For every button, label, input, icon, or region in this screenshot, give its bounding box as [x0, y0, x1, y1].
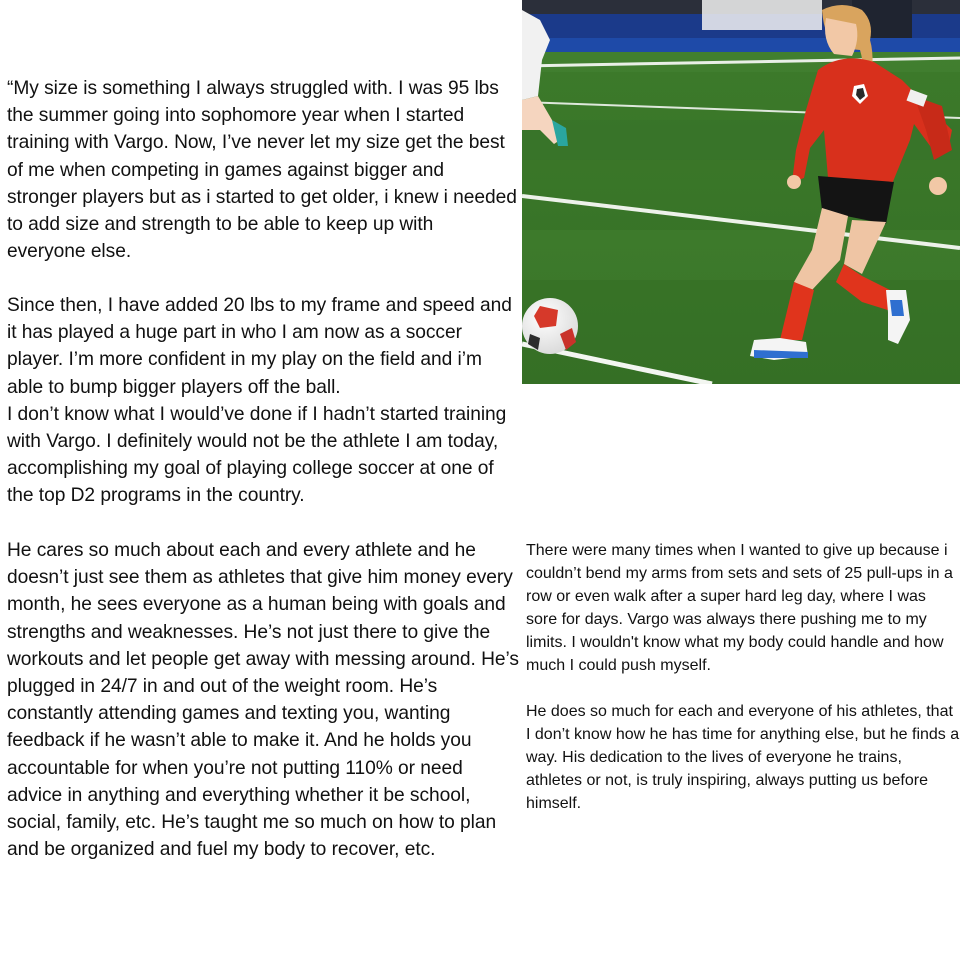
- testimonial-paragraph-4: There were many times when I wanted to give up because i couldn’t bend my arms from sets and sets of 25 pull-ups in a row or even walk after a super hard leg day, where I was sore for days. Vargo was always there pushing me to my limits. I wouldn't know what my body could handle and how much I could push myself.: [526, 542, 953, 674]
- testimonial-paragraph-3: He cares so much about each and every athlete and he doesn’t just see them as athletes that give him money every month, he sees everyone as a human being with goals and strengths and weaknesses. He’s not just there to give the workouts and let people get away with messing around. He’s plugged in 24/7 in and out of the weight room. He’s constantly attending games and texting you, wanting feedback if he wasn’t able to make it. And he holds you accountable for when you’re not putting 110% or need advice in anything and everything whether it be school, social, family, etc. He’s taught me so much on how to plan and be organized and fuel my body to recover, etc.: [7, 540, 519, 861]
- testimonial-paragraph-5: He does so much for each and everyone of his athletes, that I don’t know how he has time for anything else, but he finds a way. His dedication to the lives of everyone he trains, athletes or not, is truly inspiring, always putting us before himself.: [526, 703, 960, 812]
- soccer-player-photo: [522, 0, 960, 384]
- testimonial-paragraph-2a: Since then, I have added 20 lbs to my frame and speed and it has played a huge part in who I am now as a soccer player. I’m more confident in my play on the field and i’m able to bump bigger players off the ball.: [7, 295, 512, 398]
- testimonial-paragraph-2: [7, 292, 517, 510]
- testimonial-paragraph-2b: I don’t know what I would’ve done if I hadn’t started training with Vargo. I definitely would not be the athlete I am today, accomplishing my goal of playing college soccer at one of the top D2 programs in the country.: [7, 403, 507, 507]
- testimonial-paragraph-1: “My size is something I always struggled with. I was 95 lbs the summer going into sophomore year when I started training with Vargo. Now, I’ve never let my size get the best of me when competing in games against bigger and stronger players but as i started to get older, i knew i needed to add size and strength to be able to keep up with everyone else.: [7, 78, 517, 263]
